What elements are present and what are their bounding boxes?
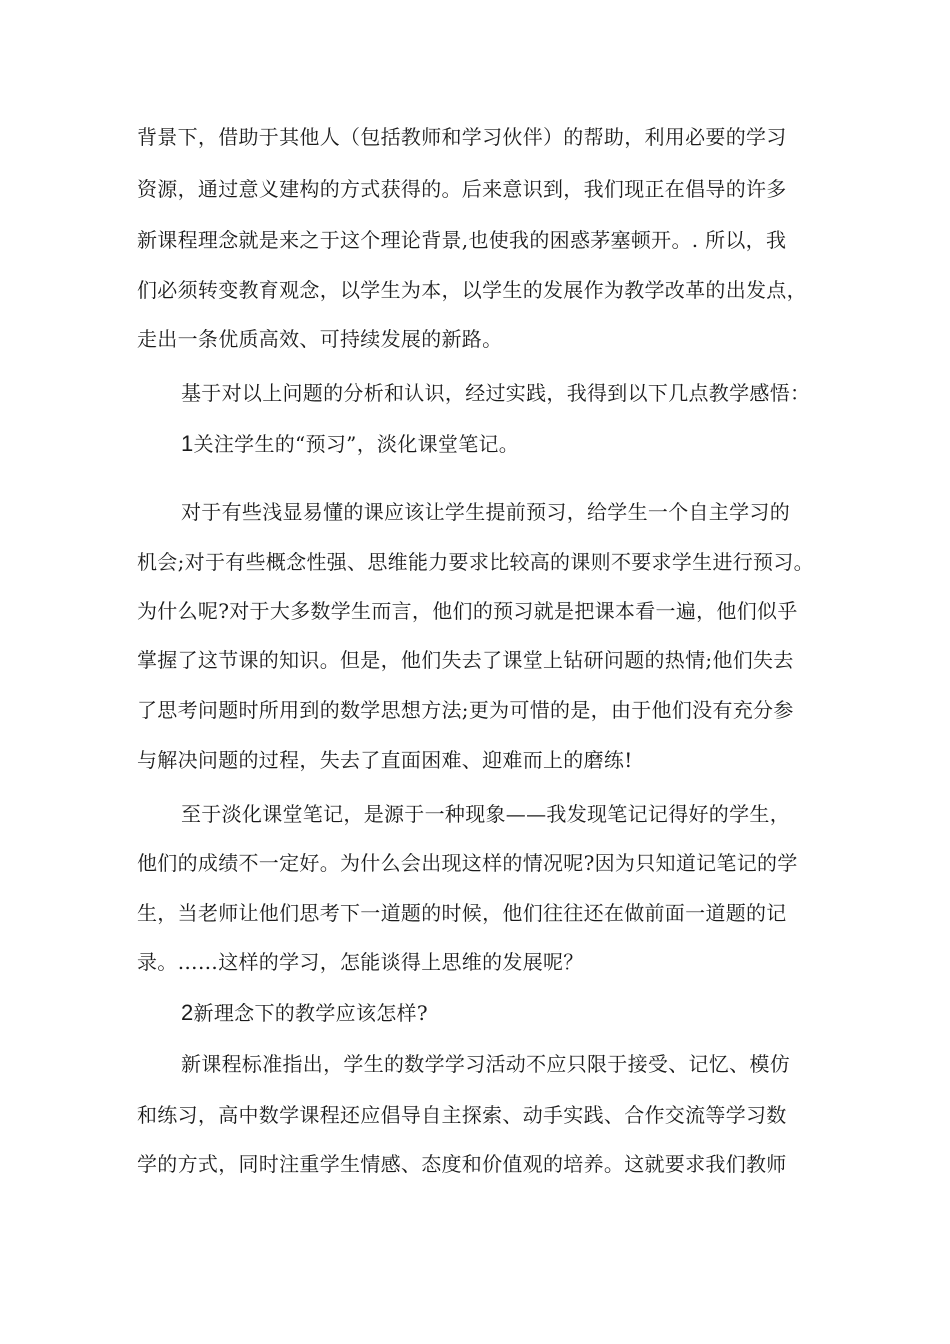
paragraph-3-line-3: 为什么呢?对于大多数学生而言，他们的预习就是把课本看一遍，他们似乎	[137, 599, 798, 623]
paragraph-3-line-5: 了思考问题时所用到的数学思想方法;更为可惜的是，由于他们没有充分参	[137, 698, 794, 722]
section-heading-2-text: 新理念下的教学应该怎样?	[193, 1001, 428, 1025]
paragraph-3-line-4: 掌握了这节课的知识。但是，他们失去了课堂上钻研问题的热情;他们失去	[137, 648, 794, 672]
paragraph-1-line-4: 们必须转变教育观念，以学生为本，以学生的发展作为教学改革的出发点，	[137, 278, 807, 302]
paragraph-1-line-3: 新课程理念就是来之于这个理论背景,也使我的困惑茅塞顿开。. 所以，我	[137, 228, 787, 252]
paragraph-4-line-1: 至于淡化课堂笔记，是源于一种现象——我发现笔记记得好的学生，	[181, 802, 790, 826]
paragraph-1-line-5: 走出一条优质高效、可持续发展的新路。	[137, 327, 503, 351]
paragraph-4-line-3: 生，当老师让他们思考下一道题的时候，他们往往还在做前面一道题的记	[137, 901, 787, 925]
paragraph-5-line-1: 新课程标准指出，学生的数学学习活动不应只限于接受、记忆、模仿	[181, 1052, 790, 1076]
section-heading-1	[181, 430, 519, 458]
section-heading-1-text: 关注学生的“预习”，淡化课堂笔记。	[193, 432, 520, 456]
paragraph-4-line-4: 录。……这样的学习，怎能谈得上思维的发展呢？	[137, 950, 584, 974]
section-heading-2	[181, 999, 428, 1027]
paragraph-5-line-3: 学的方式，同时注重学生情感、态度和价值观的培养。这就要求我们教师	[137, 1152, 787, 1176]
section-heading-2-number: 2	[181, 1000, 194, 1025]
paragraph-4-line-2: 他们的成绩不一定好。为什么会出现这样的情况呢?因为只知道记笔记的学	[137, 851, 798, 875]
paragraph-3-line-2: 机会;对于有些概念性强、思维能力要求比较高的课则不要求学生进行预习。	[137, 550, 814, 574]
paragraph-3-line-1: 对于有些浅显易懂的课应该让学生提前预习，给学生一个自主学习的	[181, 500, 790, 524]
paragraph-1-line-2: 资源，通过意义建构的方式获得的。后来意识到，我们现正在倡导的许多	[137, 177, 787, 201]
section-heading-1-number: 1	[181, 431, 194, 456]
paragraph-3-line-6: 与解决问题的过程，失去了直面困难、迎难而上的磨练!	[137, 748, 633, 772]
paragraph-5-line-2: 和练习，高中数学课程还应倡导自主探索、动手实践、合作交流等学习数	[137, 1103, 787, 1127]
paragraph-1-line-1: 背景下，借助于其他人（包括教师和学习伙伴）的帮助，利用必要的学习	[137, 125, 787, 149]
paragraph-2-line-1: 基于对以上问题的分析和认识，经过实践，我得到以下几点教学感悟：	[181, 381, 811, 405]
